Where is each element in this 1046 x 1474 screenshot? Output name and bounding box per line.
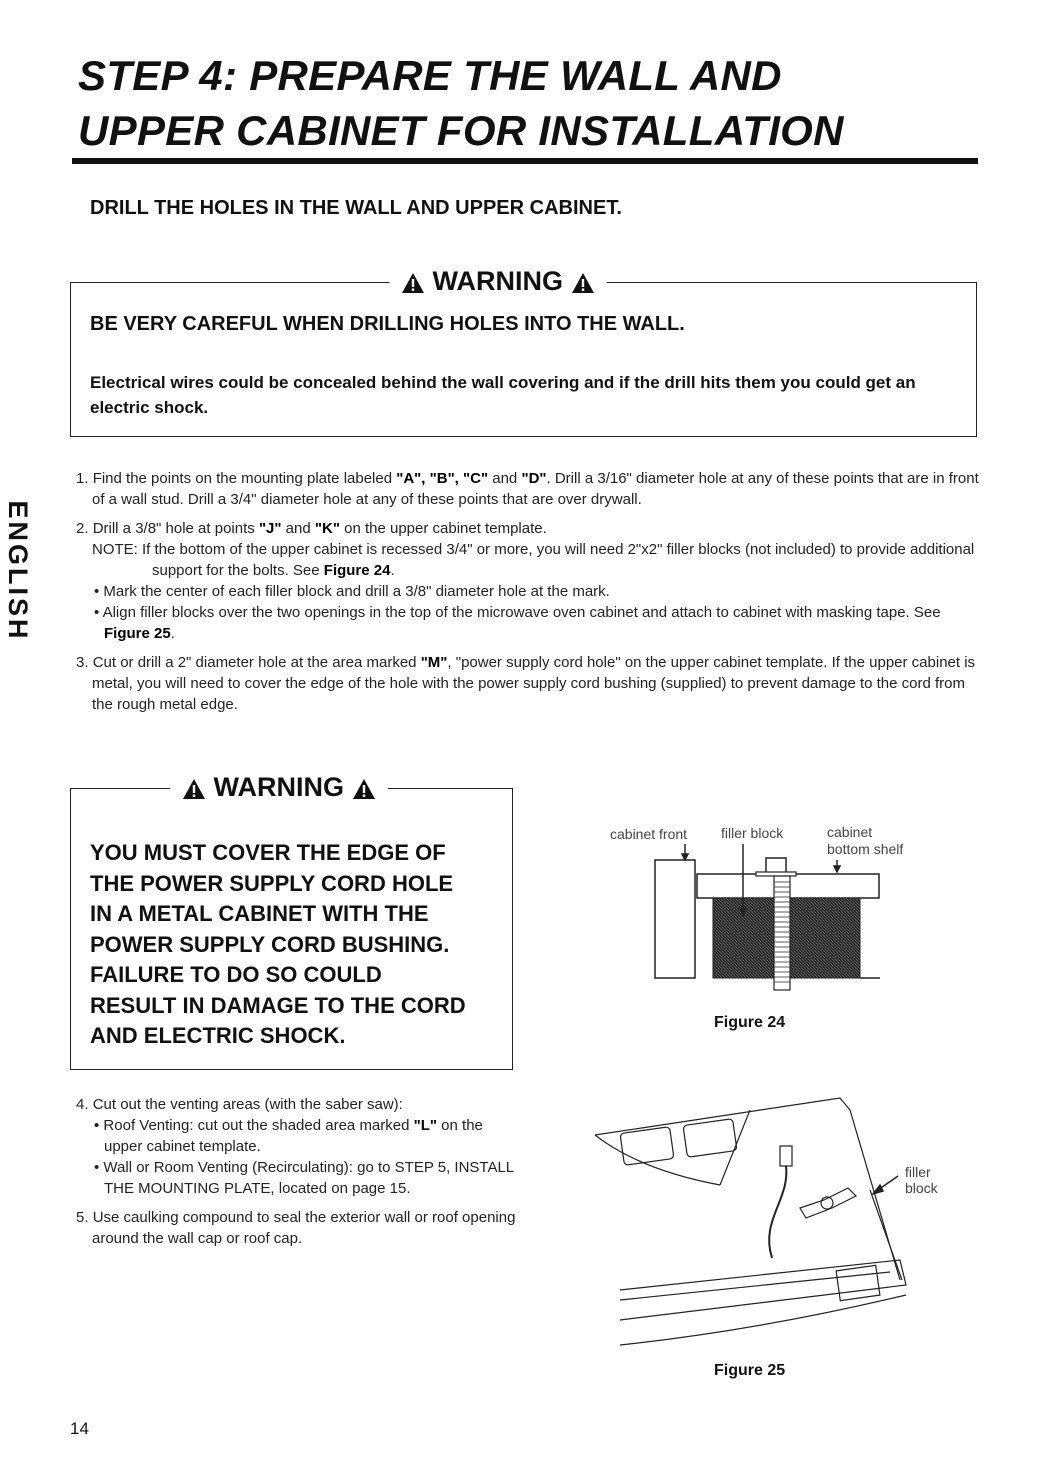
page-number: 14 (70, 1419, 89, 1438)
side-tab-label: ENGLISH (3, 500, 33, 642)
title-rule (72, 158, 978, 164)
instruction-list-1 (76, 468, 981, 723)
step-2-bullet-1: • Mark the center of each filler block and drill a 3/8" diameter hole at the mark. (94, 583, 610, 600)
step-5 (76, 1207, 516, 1249)
note-text: NOTE: If the bottom of the upper cabinet is recessed 3/4" or more, you will need 2"x2" filler blocks (not included) to provide additional support for the bolts. See (92, 541, 975, 579)
step-text: on the upper cabinet template. (339, 520, 547, 537)
step-1 (76, 468, 981, 510)
figure-24-caption: Figure 24 (714, 1014, 786, 1031)
warning-legend-1 (389, 264, 607, 298)
step-4 (76, 1094, 516, 1199)
label-cabinet: cabinet (827, 824, 873, 840)
step-text: Find the points on the mounting plate labeled (92, 470, 397, 487)
title-line-2: UPPER CABINET FOR INSTALLATION (78, 107, 844, 154)
warning-triangle-icon (571, 272, 595, 294)
step-3 (76, 652, 981, 715)
cabinet-top-outline (595, 1098, 900, 1280)
filler-block (800, 1188, 856, 1218)
bullet-text: Mark the center of each filler block and drill a 3/8" diameter hole at the mark. (103, 583, 610, 600)
bullet-text: Wall or Room Venting (Recirculating): go to STEP 5, INSTALL THE MOUNTING PLATE, located on page 15. (103, 1159, 514, 1197)
step-bold: "K" (314, 520, 340, 537)
vent-opening (683, 1119, 737, 1158)
bullet-text: on the upper cabinet template. (104, 1117, 483, 1155)
figure-24-diagram (600, 820, 920, 1000)
step-text: and (281, 520, 315, 537)
warning-2-line: POWER SUPPLY CORD BUSHING. (90, 931, 450, 957)
warning-triangle-icon (401, 272, 425, 294)
step-text: . Drill a 3/16" diameter hole at any of these points that are in front of a wall stud. Drill a 3/4" diameter hole at any of these points that are over drywall. (92, 470, 979, 508)
step-number: 1. (76, 470, 89, 487)
label-cabinet-front: cabinet front (610, 826, 688, 842)
step-text: and (488, 470, 522, 487)
title-line-1: STEP 4: PREPARE THE WALL AND (78, 52, 782, 99)
page-title (78, 48, 978, 158)
bullet-text: . (170, 625, 175, 642)
step-text: Drill a 3/8" hole at points (92, 520, 259, 537)
warning-2-line: RESULT IN DAMAGE TO THE CORD (90, 992, 466, 1018)
section-subheading: DRILL THE HOLES IN THE WALL AND UPPER CABINET. (90, 197, 622, 219)
warning-triangle-icon (182, 778, 206, 800)
step-2 (76, 518, 981, 644)
step-number: 3. (76, 654, 89, 671)
warning-legend-2 (170, 770, 388, 804)
step-text: , "power supply cord hole" on the upper cabinet template. If the upper cabinet is metal, you will need to cover the edge of the hole with the power supply cord bushing (supplied) to prevent damage to the cord from the rough metal edge. (92, 654, 976, 713)
step-bold: "A", "B", "C" (396, 470, 489, 487)
label-block: block (905, 1180, 938, 1196)
label-filler: filler (905, 1164, 931, 1180)
warning-2-line: IN A METAL CABINET WITH THE (90, 901, 429, 926)
step-number: 2. (76, 520, 89, 537)
bullet-text: Roof Venting: cut out the shaded area marked (103, 1117, 414, 1134)
warning-2-line: THE POWER SUPPLY CORD HOLE (90, 870, 454, 896)
step-number: 5. (76, 1209, 89, 1226)
warning-2-line: AND ELECTRIC SHOCK. (90, 1023, 346, 1048)
step-text: Use caulking compound to seal the exterior wall or roof opening around the wall cap or roof cap. (92, 1209, 516, 1247)
bolt-shaft (774, 876, 790, 990)
step-number: 4. (76, 1096, 89, 1113)
vent-opening (620, 1127, 674, 1166)
step-2-note (76, 539, 981, 581)
language-side-tab (0, 482, 38, 660)
control-panel (836, 1265, 880, 1300)
bullet-text: Align filler blocks over the two openings in the top of the microwave oven cabinet and attach to cabinet with masking tape. See (102, 604, 941, 621)
cord-bracket (780, 1146, 792, 1166)
microwave-front (620, 1260, 906, 1320)
warning-triangle-icon (352, 778, 376, 800)
figure-reference: Figure 25 (104, 625, 171, 642)
step-bold: "M" (420, 654, 448, 671)
cabinet-front (655, 860, 695, 978)
figure-25-diagram (580, 1090, 960, 1360)
step-bold: "J" (258, 520, 282, 537)
step-2-bullet-2: • Align filler blocks over the two openings in the top of the microwave oven cabinet and attach to cabinet with masking tape. See Figure 25. (94, 604, 941, 642)
warning-2-text (90, 838, 500, 1052)
label-bottom-shelf: bottom shelf (827, 841, 904, 857)
warning-label-1: WARNING (432, 266, 564, 296)
warning-label-2: WARNING (213, 772, 345, 802)
instruction-list-2 (76, 1094, 516, 1257)
label-filler-block: filler block (721, 825, 784, 841)
note-text: . (390, 562, 395, 579)
figure-25-caption: Figure 25 (714, 1362, 786, 1379)
figure-reference: Figure 24 (323, 562, 391, 579)
step-text: Cut or drill a 2" diameter hole at the area marked (92, 654, 421, 671)
step-4-bullet-2: • Wall or Room Venting (Recirculating): go to STEP 5, INSTALL THE MOUNTING PLATE, located on page 15. (94, 1159, 514, 1197)
warning-1-body: Electrical wires could be concealed behind the wall covering and if the drill hits them you could get an electric shock. (90, 373, 916, 417)
power-cord (769, 1166, 786, 1258)
step-bold: "D" (521, 470, 547, 487)
step-text: Cut out the venting areas (with the saber saw): (92, 1096, 403, 1113)
warning-2-line: YOU MUST COVER THE EDGE OF (90, 840, 446, 865)
warning-2-line: FAILURE TO DO SO COULD (90, 962, 382, 987)
step-4-bullet-1: • Roof Venting: cut out the shaded area marked "L" on the upper cabinet template. (94, 1117, 483, 1155)
step-bold: "L" (413, 1117, 438, 1134)
warning-1-heading: BE VERY CAREFUL WHEN DRILLING HOLES INTO THE WALL. (90, 313, 685, 335)
